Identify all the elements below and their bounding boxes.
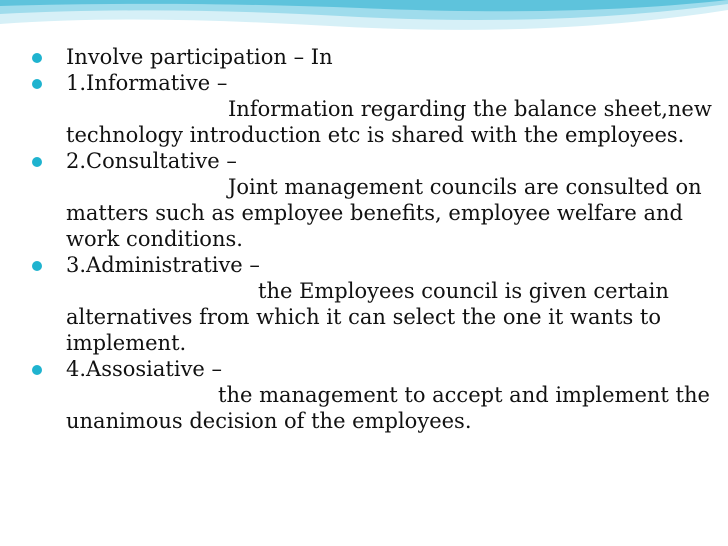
bullet-heading: 2.Consultative – [66,149,237,173]
bullet-heading: 3.Administrative – [66,253,260,277]
bullet-item [18,356,718,434]
bullet-icon [32,365,42,375]
bullet-detail-text: Information regarding the balance sheet,new technology introduction etc is shared with the employees. [66,97,712,147]
bullet-item [18,44,718,70]
bullet-heading: 1.Informative – [66,71,228,95]
bullet-detail-text: Joint management councils are consulted on matters such as employee benefits, employee welfare and work conditions. [66,175,702,251]
bullet-item [18,70,718,148]
bullet-detail [66,174,718,252]
bullet-detail [66,278,718,356]
bullet-heading: Involve participation – In [66,45,333,69]
bullet-detail-text: the management to accept and implement the unanimous decision of the employees. [66,383,710,433]
bullet-item [18,252,718,356]
bullet-item [18,148,718,252]
bullet-icon [32,79,42,89]
bullet-heading: 4.Assosiative – [66,357,223,381]
slide-body [18,44,718,434]
bullet-icon [32,53,42,63]
bullet-icon [32,261,42,271]
bullet-detail [66,382,718,434]
bullet-icon [32,157,42,167]
bullet-detail-text: the Employees council is given certain alternatives from which it can select the one it wants to implement. [66,279,669,355]
bullet-detail [66,96,718,148]
